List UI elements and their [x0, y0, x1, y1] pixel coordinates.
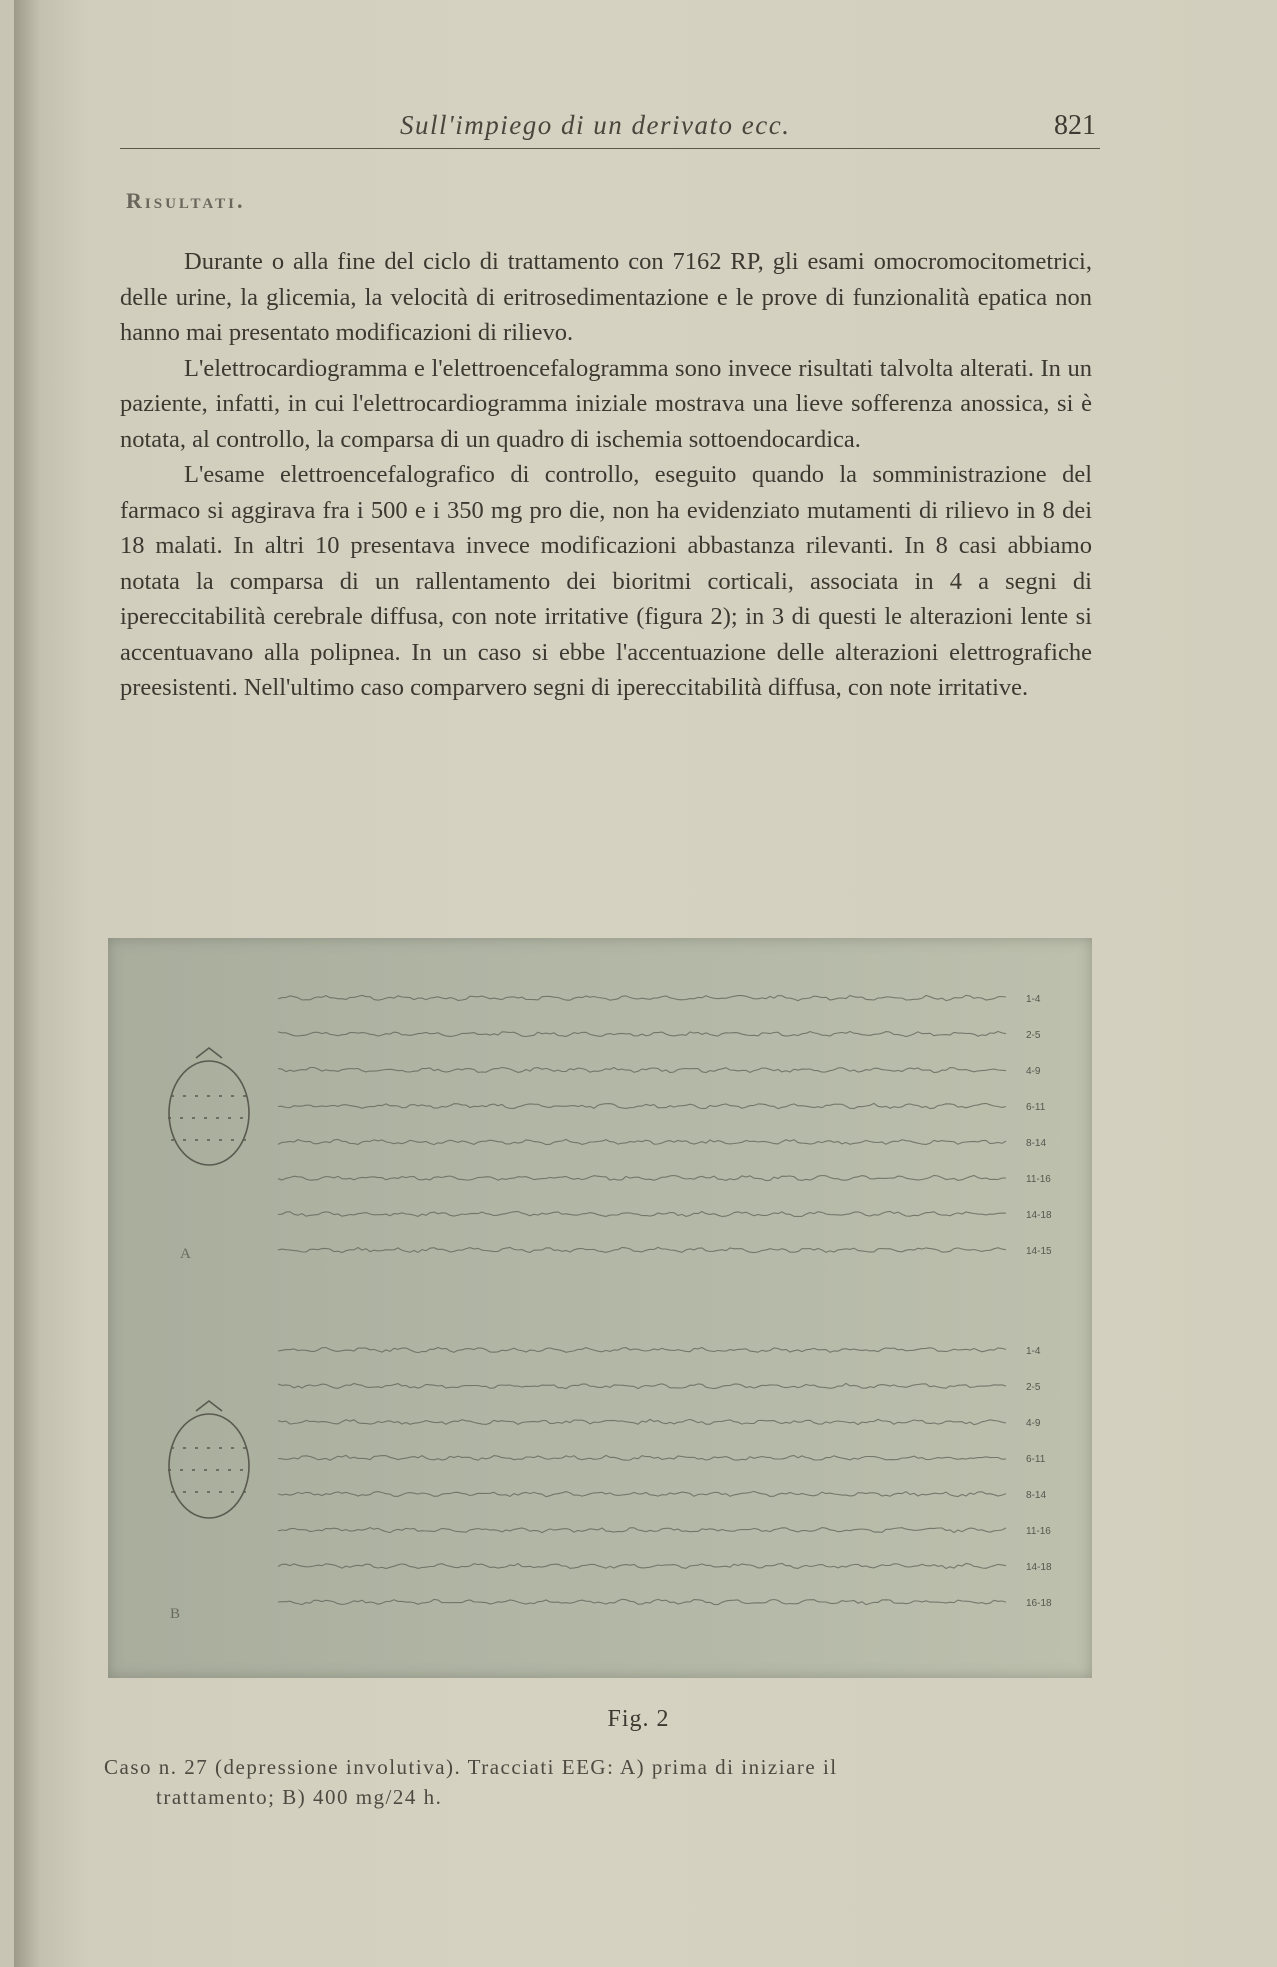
- eeg-tracings: [108, 938, 1092, 1678]
- paragraph: L'elettrocardiogramma e l'elettroencefalogramma sono invece risultati talvolta alterati. In un paziente, infatti, in cui l'elettrocardiogramma iniziale mostrava una lieve sofferenza anossica, si è notata, al controllo, la comparsa di un quadro di ischemia sottoendocardica.: [120, 354, 1092, 453]
- eeg-figure: [108, 938, 1092, 1678]
- caption-line-1: Caso n. 27 (depressione involutiva). Tracciati EEG: A) prima di iniziare il: [104, 1755, 838, 1779]
- panel-a-trace-2-5: [278, 1032, 1006, 1037]
- panel-a-trace-8-14: [278, 1139, 1006, 1144]
- panel-a-channel-label: 14-18: [1026, 1210, 1052, 1221]
- figure-label: Fig. 2: [607, 1706, 670, 1732]
- panel-a-trace-4-9: [278, 1068, 1006, 1073]
- panel-b-channel-label: 16-18: [1026, 1598, 1052, 1609]
- panel-b-trace-6-11: [278, 1455, 1006, 1460]
- panel-b-trace-4-9: [278, 1419, 1006, 1424]
- panel-b-channel-label: 4-9: [1026, 1418, 1041, 1429]
- panel-a-channel-label: 11-16: [1026, 1174, 1051, 1185]
- page-number: 821: [1054, 110, 1096, 141]
- panel-a-trace-14-18: [278, 1211, 1006, 1216]
- panel-b-trace-14-18: [278, 1563, 1006, 1568]
- panel-b-trace-2-5: [278, 1383, 1006, 1388]
- panel-a-channel-label: 14-15: [1026, 1246, 1052, 1257]
- panel-a-channel-label: 1-4: [1026, 994, 1041, 1005]
- panel-b-channel-label: 11-16: [1026, 1526, 1051, 1537]
- running-header: [120, 108, 1100, 149]
- panel-a-channel-label: 8-14: [1026, 1138, 1047, 1149]
- panel-a-trace-1-4: [278, 995, 1006, 1000]
- panel-a-trace-14-15: [278, 1247, 1006, 1252]
- panel-b-channel-label: 6-11: [1026, 1454, 1046, 1465]
- electrode-map-a-icon: [168, 1048, 250, 1165]
- panel-b-trace-11-16: [278, 1528, 1006, 1533]
- panel-a-channel-label: 2-5: [1026, 1030, 1041, 1041]
- panel-b-channel-label: 2-5: [1026, 1382, 1041, 1393]
- panel-a-traces: [278, 994, 1052, 1257]
- panel-b-trace-1-4: [278, 1348, 1006, 1353]
- panel-b-trace-8-14: [278, 1491, 1006, 1496]
- panel-b-trace-16-18: [278, 1599, 1006, 1604]
- body-text: [120, 244, 1092, 706]
- section-title: Risultati.: [126, 188, 246, 213]
- paragraph: Durante o alla fine del ciclo di trattamento con 7162 RP, gli esami omocromocitometrici, delle urine, la glicemia, la velocità di eritrosedimentazione e le prove di funzionalità epatica non hanno mai presentato modificazioni di rilievo.: [120, 248, 1092, 346]
- caption-line-2: trattamento; B) 400 mg/24 h.: [156, 1785, 443, 1809]
- page-gutter-shadow: [14, 0, 40, 1967]
- panel-b-channel-label: 1-4: [1026, 1346, 1041, 1357]
- paragraph: L'esame elettroencefalografico di controllo, eseguito quando la somministrazione del farmaco si aggirava fra i 500 e i 350 mg pro die, non ha evidenziato mutamenti di rilievo in 8 dei 18 malati. In altri 10 presentava invece modificazioni abbastanza rilevanti. In 8 casi abbiamo notata la comparsa di un rallentamento dei bioritmi corticali, associata in 4 a segni di ipereccitabilità cerebrale diffusa, con note irritative (figura 2); in 3 di questi le alterazioni lente si accentuavano alla polipnea. In un caso si ebbe l'accentuazione delle alterazioni elettrografiche preesistenti. Nell'ultimo caso comparvero segni di ipereccitabilità diffusa, con note irritative.: [120, 461, 1092, 701]
- figure-caption: [104, 1752, 1098, 1812]
- panel-a-label: A: [180, 1246, 191, 1262]
- panel-a-trace-11-16: [278, 1175, 1006, 1180]
- panel-b-label: B: [170, 1606, 181, 1622]
- panel-b-traces: [278, 1346, 1052, 1609]
- panel-b-channel-label: 8-14: [1026, 1490, 1047, 1501]
- running-title: Sull'impiego di un derivato ecc.: [400, 110, 791, 140]
- panel-b-channel-label: 14-18: [1026, 1562, 1052, 1573]
- panel-a-channel-label: 4-9: [1026, 1066, 1041, 1077]
- panel-a-channel-label: 6-11: [1026, 1102, 1046, 1113]
- electrode-map-b-icon: [168, 1401, 250, 1518]
- panel-a-trace-6-11: [278, 1103, 1006, 1108]
